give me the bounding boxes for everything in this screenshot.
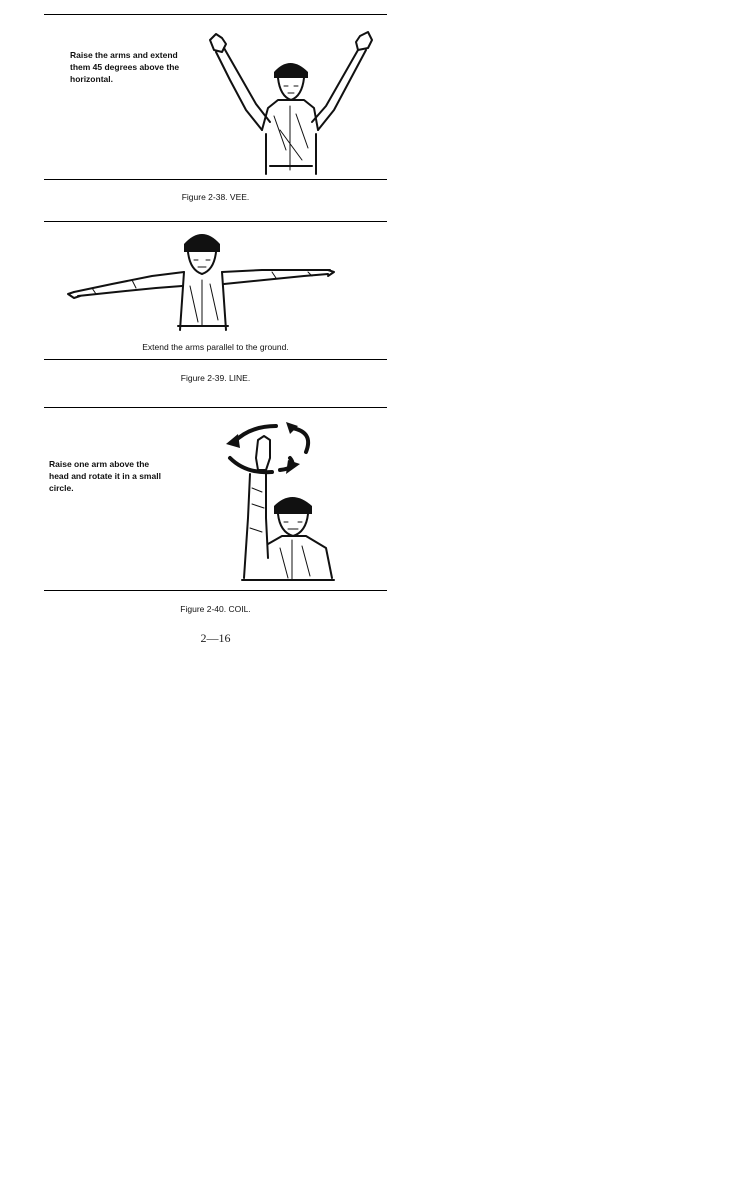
figure-2-39-caption: Figure 2-39. LINE.	[180, 373, 251, 383]
figure-2-40-bottom-rule	[44, 590, 387, 591]
coil-instruction: Raise one arm above the head and rotate it in a small circle.	[49, 459, 161, 493]
figure-2-40-top-rule	[44, 407, 387, 408]
figure-2-40-caption: Figure 2-40. COIL.	[180, 604, 251, 614]
page-number: 2—16	[200, 631, 231, 645]
figure-2-38-bottom-rule	[44, 179, 387, 180]
vee-signal-illustration	[200, 30, 385, 176]
figure-2-39-bottom-rule	[44, 359, 387, 360]
figure-2-39-top-rule	[44, 221, 387, 222]
figure-2-38-top-rule	[44, 14, 387, 15]
line-signal-illustration	[72, 226, 334, 336]
figure-2-38-caption: Figure 2-38. VEE.	[181, 192, 250, 202]
coil-signal-illustration	[222, 418, 342, 584]
line-instruction: Extend the arms parallel to the ground.	[142, 342, 289, 352]
vee-instruction: Raise the arms and extend them 45 degrees above the horizontal.	[70, 50, 180, 84]
